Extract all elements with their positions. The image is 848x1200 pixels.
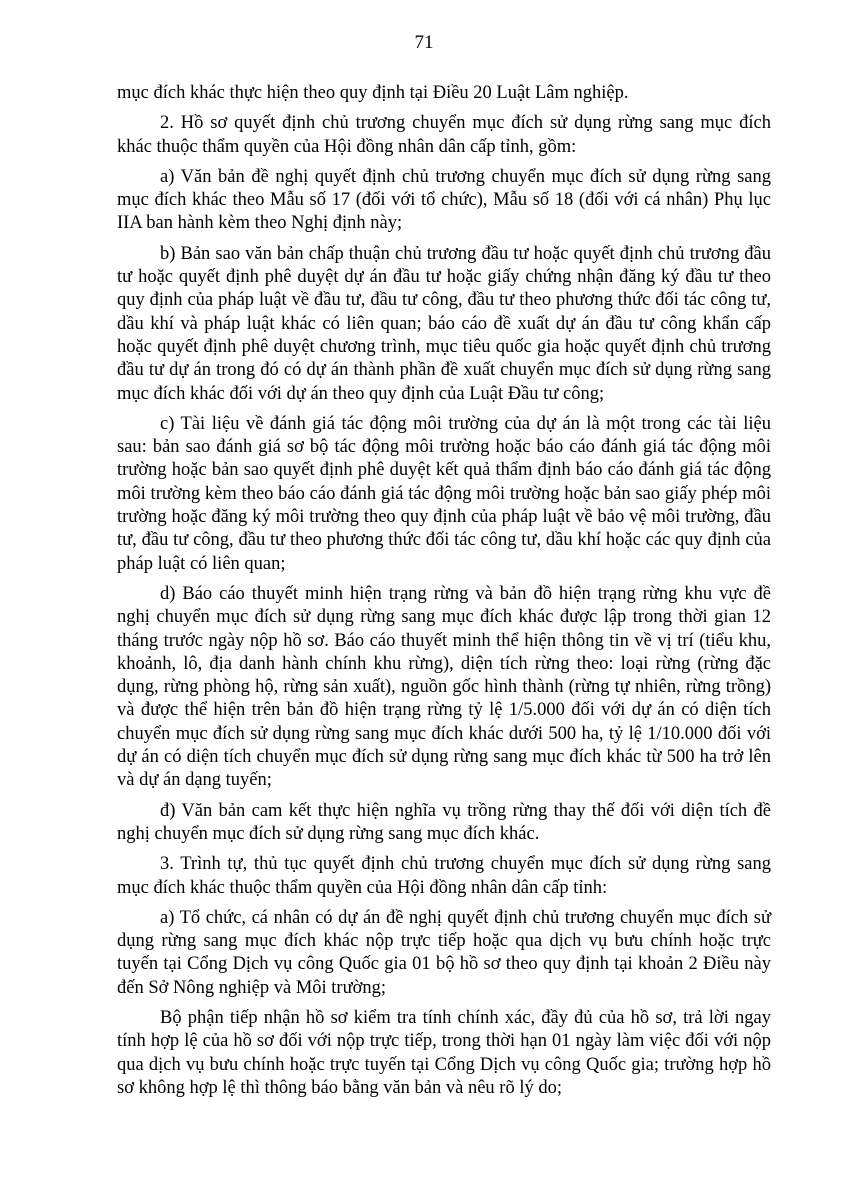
paragraph-clause-3a: a) Tổ chức, cá nhân có dự án đề nghị quyết định chủ trương chuyển mục đích sử dụng rừng sang mục đích khác nộp trực tiếp hoặc qua dịch vụ bưu chính hoặc trực tuyến tại Cổng Dịch vụ công Quốc gia 01 bộ hồ sơ theo quy định tại khoản 2 Điều này đến Sở Nông nghiệp và Môi trường; [117, 907, 771, 998]
paragraph-clause-2dd: đ) Văn bản cam kết thực hiện nghĩa vụ trồng rừng thay thế đối với diện tích đề nghị chuyển mục đích sử dụng rừng sang mục đích khác. [117, 800, 771, 844]
paragraph-clause-2a: a) Văn bản đề nghị quyết định chủ trương chuyển mục đích sử dụng rừng sang mục đích khác theo Mẫu số 17 (đối với tổ chức), Mẫu số 18 (đối với cá nhân) Phụ lục IIA ban hành kèm theo Nghị định này; [117, 166, 771, 234]
paragraph-clause-3: 3. Trình tự, thủ tục quyết định chủ trương chuyển mục đích sử dụng rừng sang mục đích khác thuộc thẩm quyền của Hội đồng nhân dân cấp tỉnh: [117, 854, 771, 898]
paragraph-continuation: mục đích khác thực hiện theo quy định tại Điều 20 Luật Lâm nghiệp. [117, 83, 629, 103]
paragraph-reception: Bộ phận tiếp nhận hồ sơ kiểm tra tính chính xác, đầy đủ của hồ sơ, trả lời ngay tính hợp lệ của hồ sơ đối với nộp trực tiếp, trong thời hạn 01 ngày làm việc đối với nộp qua dịch vụ bưu chính hoặc trực tuyến tại Cổng Dịch vụ công Quốc gia; trường hợp hồ sơ không hợp lệ thì thông báo bằng văn bản và nêu rõ lý do; [117, 1007, 771, 1098]
document-body [117, 82, 771, 1107]
paragraph-clause-2: 2. Hồ sơ quyết định chủ trương chuyển mục đích sử dụng rừng sang mục đích khác thuộc thẩm quyền của Hội đồng nhân dân cấp tỉnh, gồm: [117, 113, 771, 157]
paragraph-clause-2b: b) Bản sao văn bản chấp thuận chủ trương đầu tư hoặc quyết định chủ trương đầu tư hoặc quyết định phê duyệt dự án đầu tư hoặc giấy chứng nhận đăng ký đầu tư theo quy định của pháp luật về đầu tư, đầu tư công, đầu tư theo phương thức đối tác công tư, dầu khí và pháp luật khác có liên quan; báo cáo đề xuất dự án đầu tư công khẩn cấp hoặc quyết định phê duyệt chương trình, mục tiêu quốc gia hoặc quyết định chủ trương đầu tư dự án trong đó có dự án thành phần đề xuất chuyển mục đích sử dụng rừng sang mục đích khác đối với dự án theo quy định của Luật Đầu tư công; [117, 243, 771, 404]
page-number: 71 [414, 32, 434, 53]
paragraph-clause-2c: c) Tài liệu về đánh giá tác động môi trường của dự án là một trong các tài liệu sau: bản sao đánh giá sơ bộ tác động môi trường hoặc báo cáo đánh giá tác động môi trường hoặc bản sao quyết định phê duyệt kết quả thẩm định báo cáo đánh giá tác động môi trường kèm theo báo cáo đánh giá tác động môi trường hoặc bản sao giấy phép môi trường hoặc đăng ký môi trường theo quy định của pháp luật về bảo vệ môi trường, đầu tư, đầu tư công, đầu tư theo phương thức đối tác công tư, dầu khí hoặc các quy định của pháp luật có liên quan; [117, 413, 771, 574]
paragraph-clause-2d: d) Báo cáo thuyết minh hiện trạng rừng và bản đồ hiện trạng rừng khu vực đề nghị chuyển mục đích sử dụng rừng sang mục đích khác được lập trong thời gian 12 tháng trước ngày nộp hồ sơ. Báo cáo thuyết minh thể hiện thông tin về vị trí (tiểu khu, khoảnh, lô, địa danh hành chính khu rừng), diện tích rừng theo: loại rừng (rừng đặc dụng, rừng phòng hộ, rừng sản xuất), nguồn gốc hình thành (rừng tự nhiên, rừng trồng) và được thể hiện trên bản đồ hiện trạng rừng tỷ lệ 1/5.000 đối với dự án có diện tích chuyển mục đích sử dụng rừng sang mục đích khác dưới 500 ha, tỷ lệ 1/10.000 đối với dự án có diện tích chuyển mục đích sử dụng rừng sang mục đích khác từ 500 ha trở lên và dự án dạng tuyến; [117, 583, 771, 791]
